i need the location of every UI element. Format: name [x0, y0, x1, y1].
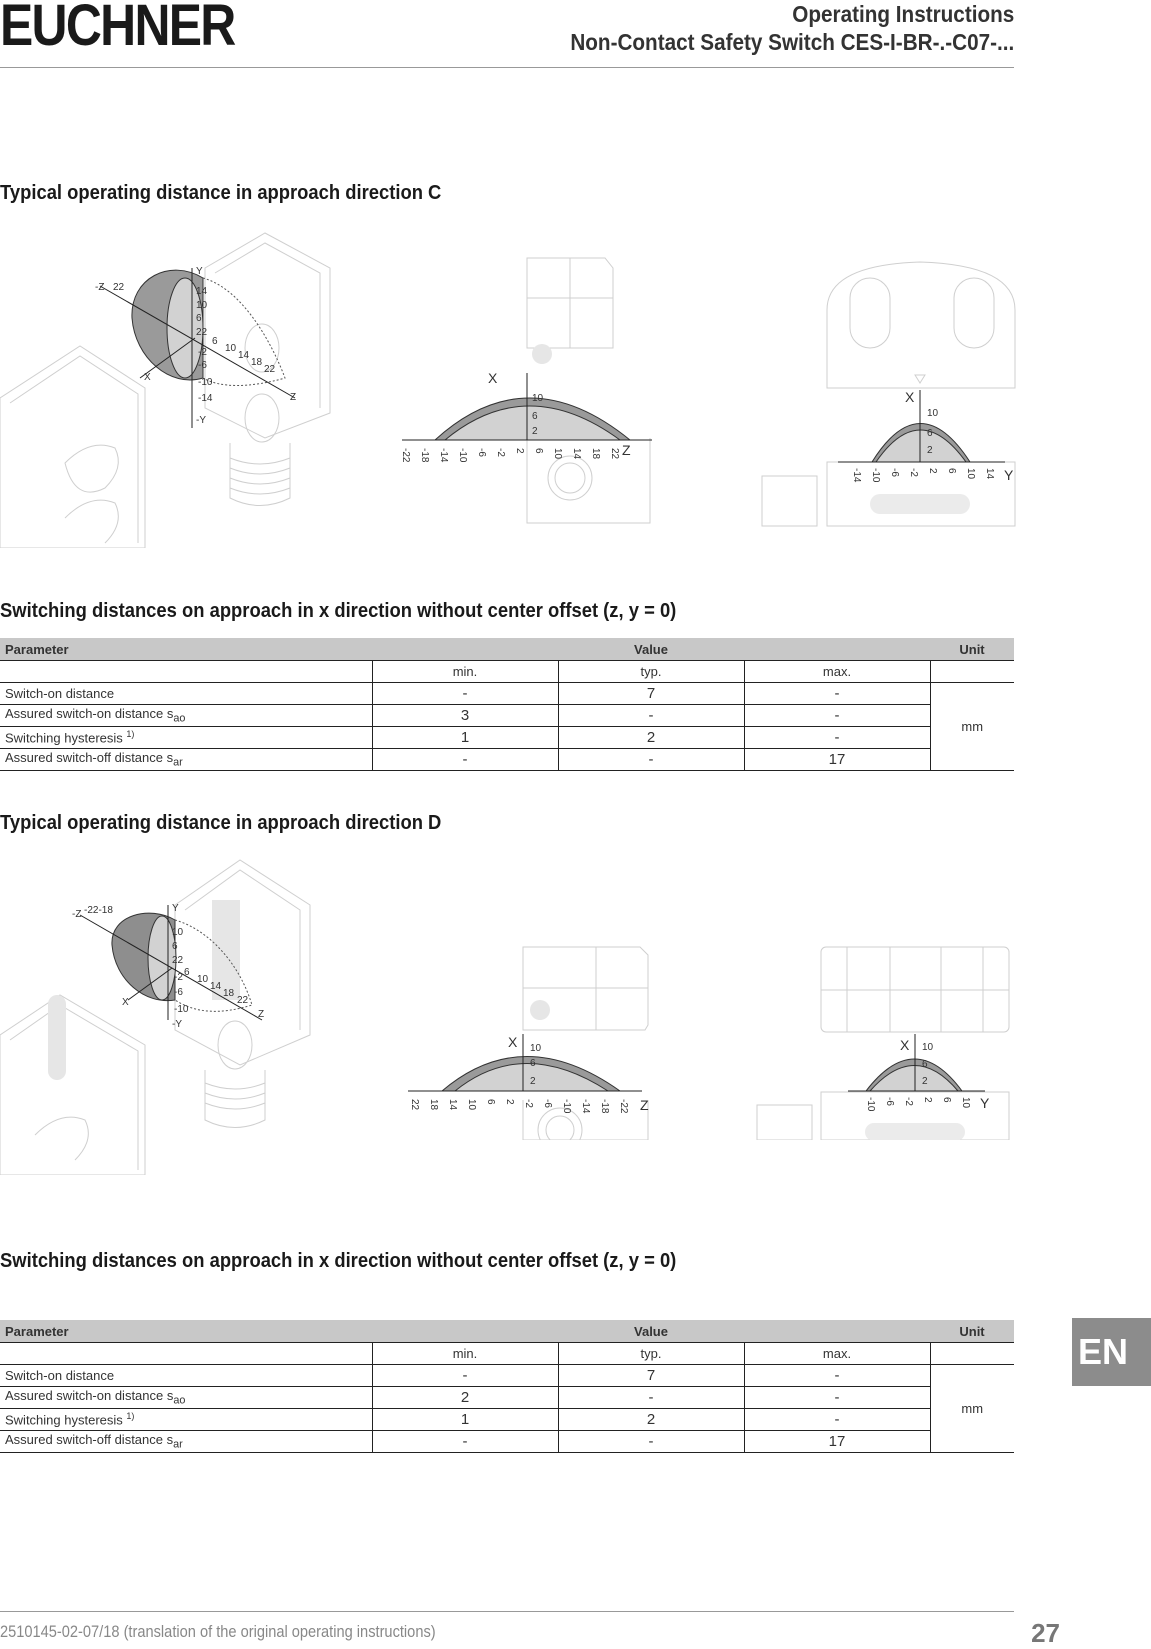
svg-text:10: 10: [965, 468, 976, 480]
table-header-row: [0, 638, 1014, 661]
svg-text:-Y: -Y: [172, 1019, 182, 1030]
svg-text:-18: -18: [419, 448, 430, 463]
table-row: [0, 727, 1014, 749]
svg-text:-10: -10: [457, 448, 468, 463]
iso-view-approach-d: [0, 855, 330, 1175]
svg-text:X: X: [144, 372, 151, 383]
svg-text:-14: -14: [851, 468, 862, 483]
svg-text:10: 10: [927, 408, 939, 419]
svg-text:X: X: [900, 1037, 910, 1053]
iso-view-approach-c: [0, 228, 340, 548]
param-subscript: ar: [173, 1438, 183, 1451]
value-typ: 2: [558, 727, 744, 749]
col-header-unit: Unit: [930, 638, 1014, 661]
value-typ: 7: [558, 683, 744, 705]
value-max: -: [744, 683, 930, 705]
svg-text:-2: -2: [174, 972, 183, 983]
param-label: Switch-on distance: [5, 686, 115, 701]
svg-text:6: 6: [941, 1097, 952, 1103]
value-min: 1: [372, 727, 558, 749]
value-max: -: [744, 705, 930, 727]
axis-label-neg-z: -Z: [95, 282, 105, 293]
svg-text:-10: -10: [865, 1097, 876, 1112]
svg-text:-10: -10: [870, 468, 881, 483]
svg-text:X: X: [508, 1034, 518, 1050]
svg-text:18: 18: [428, 1099, 439, 1111]
value-typ: -: [558, 749, 744, 771]
footnote-ref[interactable]: 1): [126, 1411, 135, 1422]
z-tick-labels: [400, 448, 620, 463]
value-max: -: [744, 1409, 930, 1431]
value-typ: 2: [558, 1409, 744, 1431]
value-typ: -: [558, 1431, 744, 1453]
svg-text:-6: -6: [884, 1097, 895, 1106]
table-row: [0, 1387, 1014, 1409]
svg-text:-22: -22: [400, 448, 411, 463]
svg-text:-2: -2: [908, 468, 919, 477]
svg-text:14: 14: [196, 286, 208, 297]
svg-text:22: 22: [172, 955, 184, 966]
svg-text:6: 6: [946, 468, 957, 474]
svg-text:6: 6: [530, 1058, 536, 1069]
subheader-max: max.: [744, 1343, 930, 1365]
table-subheader-row: [0, 1343, 1014, 1365]
value-min: 3: [372, 705, 558, 727]
svg-text:22: 22: [237, 995, 249, 1006]
svg-text:Y: Y: [172, 903, 179, 914]
svg-text:Z: Z: [640, 1097, 649, 1113]
svg-text:18: 18: [251, 357, 263, 368]
svg-text:10: 10: [960, 1097, 971, 1109]
svg-text:10: 10: [530, 1043, 542, 1054]
value-min: 2: [372, 1387, 558, 1409]
svg-text:6: 6: [212, 336, 218, 347]
param-label: Switching hysteresis: [5, 1412, 127, 1428]
svg-text:-2: -2: [903, 1097, 914, 1106]
svg-text:6: 6: [196, 313, 202, 324]
front-view-approach-c: [720, 240, 1020, 530]
front-view-approach-d: [720, 890, 1020, 1140]
svg-text:22: 22: [409, 1099, 420, 1111]
heading-approach-d: Typical operating distance in approach direction D: [0, 812, 442, 834]
svg-text:22: 22: [264, 364, 276, 375]
unit-cell: mm: [930, 1365, 1014, 1453]
svg-text:22: 22: [113, 282, 125, 293]
unit-cell: mm: [930, 683, 1014, 771]
subheader-min: min.: [372, 661, 558, 683]
svg-text:6: 6: [532, 411, 538, 422]
value-min: -: [372, 1431, 558, 1453]
svg-text:2: 2: [927, 468, 938, 474]
value-typ: -: [558, 705, 744, 727]
svg-text:Y: Y: [1004, 467, 1014, 483]
param-label: Assured switch-on distance s: [5, 1388, 174, 1404]
col-header-parameter: Parameter: [0, 1320, 372, 1343]
svg-text:Y: Y: [196, 266, 203, 277]
svg-text:Z: Z: [258, 1009, 265, 1020]
svg-text:14: 14: [447, 1099, 458, 1111]
svg-text:-Y: -Y: [196, 415, 206, 426]
svg-text:18: 18: [223, 988, 235, 999]
col-header-unit: Unit: [930, 1320, 1014, 1343]
param-label: Assured switch-on distance s: [5, 706, 174, 722]
svg-text:10: 10: [922, 1042, 934, 1053]
svg-text:2: 2: [514, 448, 525, 454]
svg-text:10: 10: [532, 393, 544, 404]
value-max: 17: [744, 1431, 930, 1453]
param-subscript: ao: [173, 712, 186, 725]
svg-text:-10: -10: [174, 1004, 189, 1015]
svg-text:6: 6: [922, 1059, 928, 1070]
table-header-row: [0, 1320, 1014, 1343]
svg-text:22: 22: [196, 327, 208, 338]
subheader-min: min.: [372, 1343, 558, 1365]
svg-text:18: 18: [590, 448, 601, 460]
svg-text:Y: Y: [980, 1095, 990, 1111]
table-subheader-row: [0, 661, 1014, 683]
value-max: -: [744, 1387, 930, 1409]
param-label: Assured switch-off distance s: [5, 1432, 174, 1448]
svg-text:2: 2: [532, 426, 538, 437]
svg-text:-6: -6: [542, 1099, 553, 1108]
param-label: Switching hysteresis: [5, 730, 127, 746]
switching-distances-table-c: [0, 638, 1014, 771]
svg-text:10: 10: [466, 1099, 477, 1111]
svg-text:2: 2: [922, 1076, 928, 1087]
document-title-line1: Operating Instructions: [792, 1, 1014, 27]
heading-switching-distances-c: Switching distances on approach in x direction without center offset (z, y = 0): [0, 600, 677, 622]
value-min: -: [372, 749, 558, 771]
svg-text:-14: -14: [580, 1099, 591, 1114]
svg-text:14: 14: [210, 981, 222, 992]
svg-text:10: 10: [196, 300, 208, 311]
svg-text:10: 10: [225, 343, 237, 354]
svg-text:6: 6: [184, 967, 190, 978]
svg-text:10: 10: [172, 927, 184, 938]
heading-approach-c: Typical operating distance in approach direction C: [0, 182, 442, 204]
svg-text:X: X: [122, 997, 129, 1008]
svg-text:2: 2: [922, 1097, 933, 1103]
svg-text:-22: -22: [618, 1099, 629, 1114]
footnote-ref[interactable]: 1): [126, 729, 135, 740]
svg-text:2: 2: [504, 1099, 515, 1105]
param-label: Switch-on distance: [5, 1368, 115, 1383]
svg-text:2: 2: [927, 445, 933, 456]
value-typ: -: [558, 1387, 744, 1409]
svg-text:-6: -6: [476, 448, 487, 457]
language-tab-en[interactable]: EN: [1072, 1318, 1151, 1386]
value-min: 1: [372, 1409, 558, 1431]
footer-doc-ref: 2510145-02-07/18 (translation of the original operating instructions): [0, 1622, 436, 1641]
svg-text:-14: -14: [438, 448, 449, 463]
svg-text:-2: -2: [198, 347, 207, 358]
table-row: [0, 1431, 1014, 1453]
col-header-value: Value: [372, 1320, 930, 1343]
svg-text:X: X: [905, 389, 915, 405]
svg-text:Z: Z: [290, 392, 297, 403]
euchner-logo: EUCHNER: [0, 0, 235, 58]
axis-label-x: X: [488, 370, 498, 386]
document-title: [570, 0, 1014, 56]
svg-text:-10: -10: [198, 377, 213, 388]
value-typ: 7: [558, 1365, 744, 1387]
value-max: 17: [744, 749, 930, 771]
page-number: 27: [1031, 1618, 1060, 1648]
subheader-typ: typ.: [558, 661, 744, 683]
svg-text:-10: -10: [561, 1099, 572, 1114]
footer-rule: [0, 1611, 1014, 1612]
table-row: [0, 1365, 1014, 1387]
value-max: -: [744, 1365, 930, 1387]
side-view-approach-d: [380, 890, 660, 1140]
axis-label-z: Z: [622, 442, 631, 458]
col-header-parameter: Parameter: [0, 638, 372, 661]
svg-text:10: 10: [197, 974, 209, 985]
side-view-approach-c: [380, 248, 660, 528]
header-rule: [0, 67, 1014, 68]
svg-text:14: 14: [984, 468, 995, 480]
value-min: -: [372, 1365, 558, 1387]
param-subscript: ao: [173, 1394, 186, 1407]
svg-text:-22-18: -22-18: [84, 905, 113, 916]
col-header-value: Value: [372, 638, 930, 661]
svg-text:6: 6: [927, 428, 933, 439]
param-subscript: ar: [173, 756, 183, 769]
table-row: [0, 1409, 1014, 1431]
value-max: -: [744, 727, 930, 749]
table-row: [0, 705, 1014, 727]
svg-text:-14: -14: [198, 393, 213, 404]
svg-text:10: 10: [552, 448, 563, 460]
svg-text:6: 6: [485, 1099, 496, 1105]
svg-text:6: 6: [172, 941, 178, 952]
svg-text:-6: -6: [889, 468, 900, 477]
subheader-typ: typ.: [558, 1343, 744, 1365]
svg-text:-18: -18: [599, 1099, 610, 1114]
table-row: [0, 683, 1014, 705]
table-row: [0, 749, 1014, 771]
subheader-max: max.: [744, 661, 930, 683]
svg-text:14: 14: [571, 448, 582, 460]
heading-switching-distances-d: Switching distances on approach in x direction without center offset (z, y = 0): [0, 1250, 677, 1272]
svg-text:-2: -2: [495, 448, 506, 457]
document-title-line2: Non-Contact Safety Switch CES-I-BR-.-C07-...: [570, 29, 1014, 55]
svg-text:2: 2: [530, 1076, 536, 1087]
svg-text:-6: -6: [198, 360, 207, 371]
svg-text:-6: -6: [174, 987, 183, 998]
svg-text:14: 14: [238, 350, 250, 361]
svg-text:-Z: -Z: [72, 909, 82, 920]
switching-distances-table-d: [0, 1320, 1014, 1453]
svg-text:-2: -2: [523, 1099, 534, 1108]
value-min: -: [372, 683, 558, 705]
svg-text:22: 22: [609, 448, 620, 460]
param-label: Assured switch-off distance s: [5, 750, 174, 766]
svg-text:6: 6: [533, 448, 544, 454]
